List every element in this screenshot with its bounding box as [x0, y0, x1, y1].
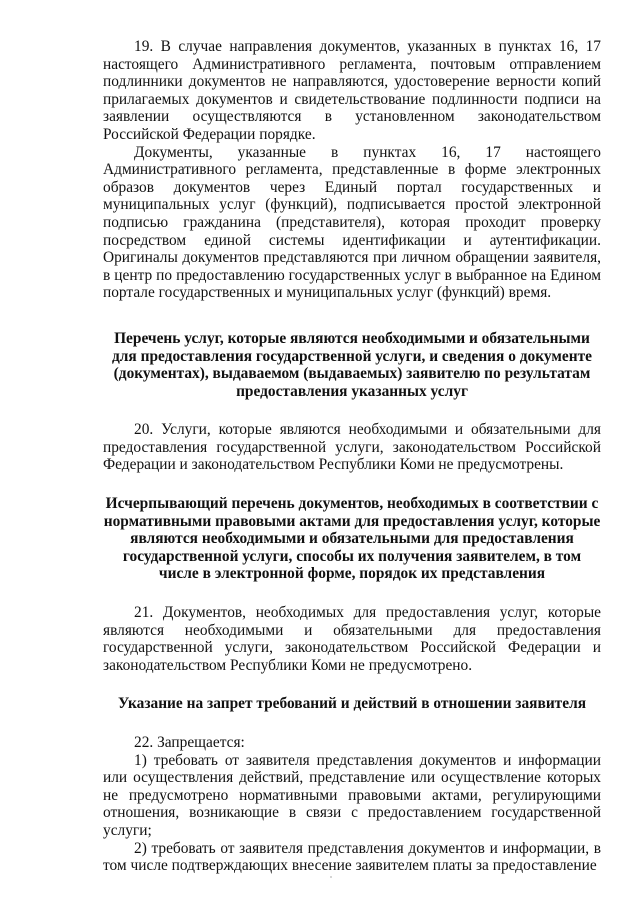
section-heading-documents: Исчерпывающий перечень документов, необходимых в соответствии с нормативными правовыми актами для предоставления услуг, которые являются необходимыми и обязательными для предоставления государственной услуги, способы их получения заявителем, в том числе в электронной форме, порядок их представления	[103, 495, 601, 583]
spacer	[103, 474, 601, 495]
list-item-1: 1) требовать от заявителя представления документов и информации или осуществления действий, представление или осуществление которых не предусмотрено нормативными правовыми актами, регулирующими отношения, возникающие в связи с предоставлением государственной услуги;	[103, 751, 601, 839]
paragraph-20: 20. Услуги, которые являются необходимыми и обязательными для предоставления государственной услуги, законодательством Российской Федерации и законодательством Республики Коми не предусмотрены.	[103, 421, 601, 474]
spacer	[103, 583, 601, 604]
spacer	[103, 400, 601, 421]
scan-speck	[330, 876, 332, 878]
list-item-2: 2) требовать от заявителя представления документов и информации, в том числе подтверждающих внесение заявителем платы за предоставление	[103, 839, 601, 875]
paragraph-19-continuation: Документы, указанные в пунктах 16, 17 настоящего Административного регламента, представленные в форме электронных образов документов через Единый портал государственных и муниципальных услуг (функций), подписывается простой электронной подписью гражданина (представителя), которая проходит проверку посредством единой системы идентификации и аутентификации. Оригиналы документов представляются при личном обращении заявителя, в центр по предоставлению государственных услуг в выбранное на Едином портале государственных и муниципальных услуг (функций) время.	[103, 143, 601, 302]
document-page	[103, 38, 601, 875]
paragraph-21: 21. Документов, необходимых для предоставления услуг, которые являются необходимыми и обязательными для предоставления государственной услуги, законодательством Российской Федерации и законодательством Республики Коми не предусмотрено.	[103, 604, 601, 674]
spacer	[103, 674, 601, 695]
spacer	[103, 713, 601, 734]
paragraph-19: 19. В случае направления документов, указанных в пунктах 16, 17 настоящего Административного регламента, почтовым отправлением подлинники документов не направляются, удостоверение верности копий прилагаемых документов и свидетельствование подлинности подписи на заявлении осуществляются в установленном законодательством Российской Федерации порядке.	[103, 38, 601, 143]
spacer	[103, 302, 601, 330]
section-heading-prohibition: Указание на запрет требований и действий в отношении заявителя	[117, 695, 587, 713]
section-heading-services: Перечень услуг, которые являются необходимыми и обязательными для предоставления государственной услуги, и сведения о документе (документах), выдаваемом (выдаваемых) заявителю по результатам предоставления указанных услуг	[112, 329, 592, 400]
paragraph-22: 22. Запрещается:	[134, 734, 245, 751]
